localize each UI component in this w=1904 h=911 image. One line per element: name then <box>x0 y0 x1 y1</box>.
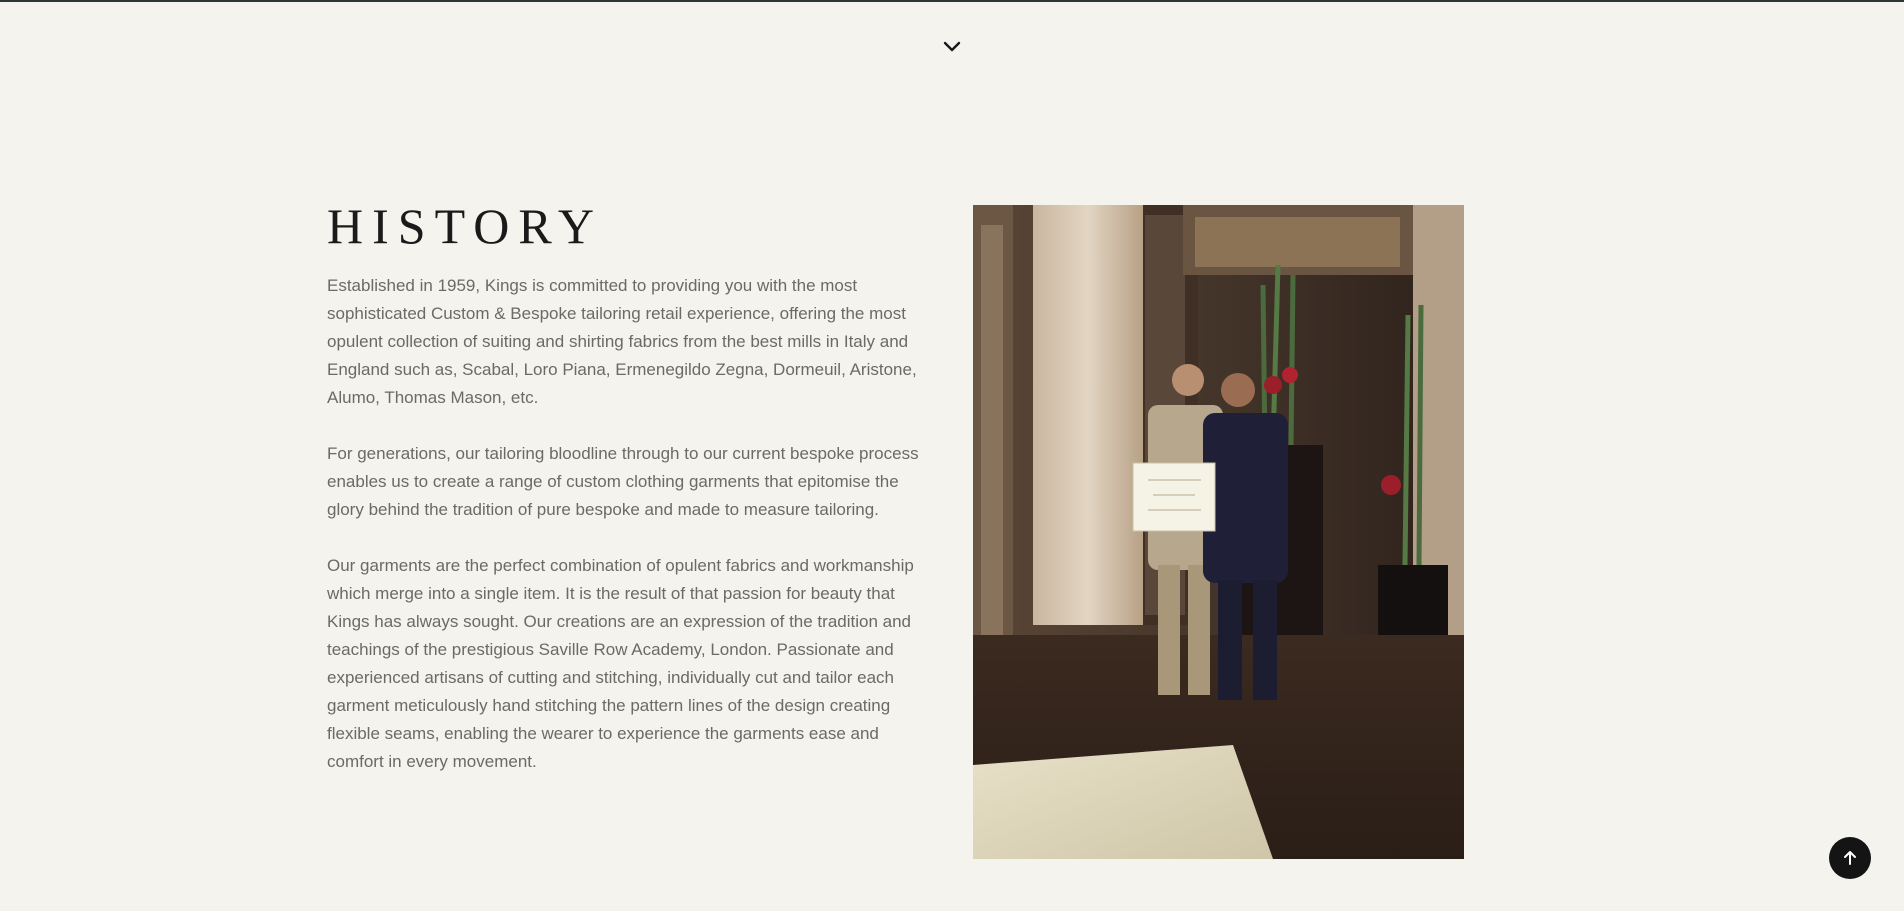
history-paragraph-3: Our garments are the perfect combination of opulent fabrics and workmanship which merge into a single item. It is the result of that passion for beauty that Kings has always sought. Our creations are an expression of the tradition and teachings of the prestigious Saville Row Academy, London. Passionate and experienced artisans of cutting and stitching, individually cut and tailor each garment meticulously hand stitching the pattern lines of the design creating flexible seams, enabling the wearer to experience the garments ease and comfort in every movement. <box>327 556 914 771</box>
history-body <box>327 272 935 804</box>
history-photo <box>973 205 1464 859</box>
top-divider <box>0 0 1904 2</box>
back-to-top-button[interactable] <box>1829 837 1871 879</box>
chevron-down-icon[interactable] <box>942 40 962 54</box>
arrow-up-icon <box>1841 849 1859 867</box>
history-paragraph-2: For generations, our tailoring bloodline through to our current bespoke process enables us to create a range of custom clothing garments that epitomise the glory behind the tradition of pure bespoke and made to measure tailoring. <box>327 444 919 519</box>
history-heading: HISTORY <box>327 198 604 254</box>
history-paragraph-1: Established in 1959, Kings is committed to providing you with the most sophisticated Custom & Bespoke tailoring retail experience, offering the most opulent collection of suiting and shirting fabrics from the best mills in Italy and England such as, Scabal, Loro Piana, Ermenegildo Zegna, Dormeuil, Aristone, Alumo, Thomas Mason, etc. <box>327 276 917 407</box>
